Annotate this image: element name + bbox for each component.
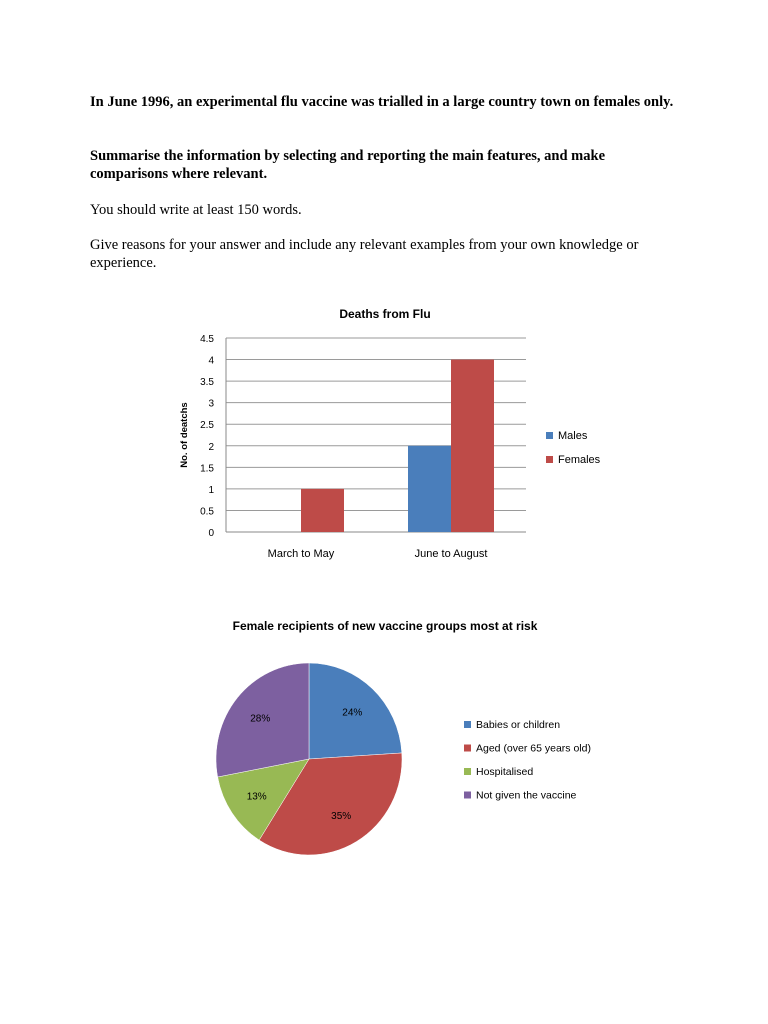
pie-data-label: 35%	[331, 811, 352, 823]
y-tick-label: 0	[208, 528, 214, 539]
y-tick-label: 1.5	[200, 463, 214, 475]
pie-data-label: 13%	[246, 791, 267, 803]
legend-swatch	[464, 745, 471, 752]
y-tick-label: 3	[208, 398, 214, 410]
y-tick-label: 1	[208, 484, 214, 496]
legend-label: Hospitalised	[476, 766, 534, 778]
legend-label: Aged (over 65 years old)	[476, 742, 591, 755]
pie-chart-title: Female recipients of new vaccine groups most at risk	[232, 619, 538, 633]
y-tick-label: 0.5	[200, 506, 214, 518]
legend-swatch	[464, 792, 471, 799]
legend-swatch	[464, 768, 471, 775]
y-axis-label: No. of deatchs	[179, 402, 190, 468]
legend-label: Males	[558, 430, 588, 442]
x-tick-label: June to August	[414, 548, 488, 560]
pie-data-label: 28%	[250, 713, 271, 725]
legend-label: Babies or children	[476, 719, 561, 731]
word-count-text: You should write at least 150 words.	[90, 202, 302, 218]
legend-swatch	[464, 721, 471, 728]
bar-chart-title: Deaths from Flu	[339, 307, 431, 321]
y-tick-label: 2	[208, 441, 214, 453]
y-tick-label: 4.5	[200, 334, 214, 345]
legend-label: Not given the vaccine	[476, 789, 577, 802]
task-intro-text: In June 1996, an experimental flu vaccine was trialled in a large country town on females only.	[90, 94, 674, 110]
y-tick-label: 2.5	[200, 420, 214, 432]
pie-data-label: 24%	[342, 707, 363, 719]
y-tick-label: 4	[208, 355, 214, 367]
legend-label: Females	[558, 454, 601, 466]
x-tick-label: March to May	[267, 548, 335, 560]
y-tick-label: 3.5	[200, 377, 214, 389]
task-instruction-text: Summarise the information by selecting and reporting the main features, and make comparisons where relevant.	[90, 148, 606, 182]
reasons-text: Give reasons for your answer and include any relevant examples from your own knowledge or experience.	[90, 237, 639, 271]
